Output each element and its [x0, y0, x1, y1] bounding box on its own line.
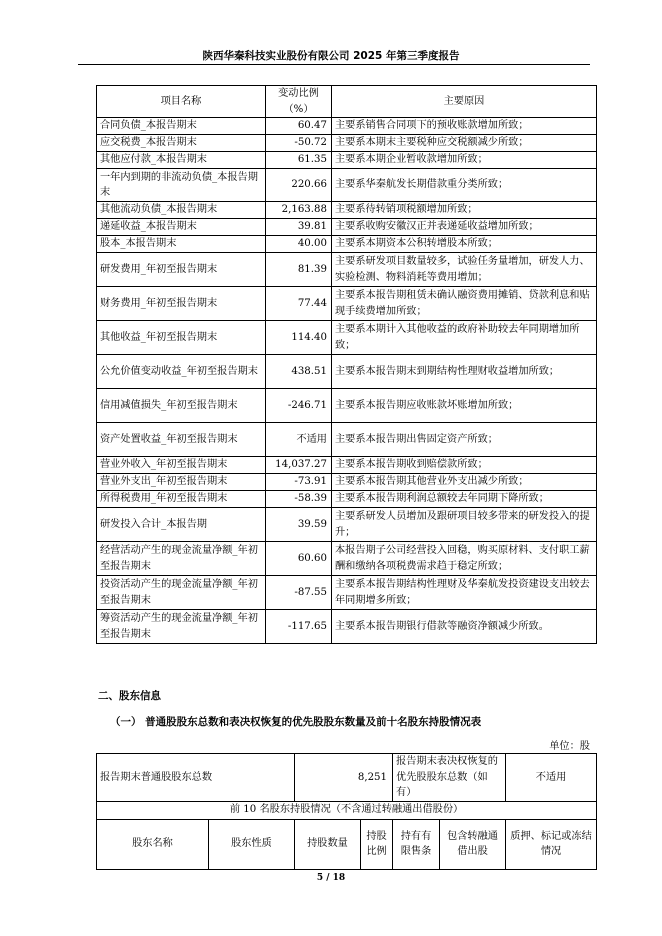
table-row — [97, 542, 597, 576]
table-row — [97, 423, 597, 457]
ratio-cell: 39.59 — [266, 508, 332, 542]
shareholder-col-header: 股东性质 — [209, 819, 295, 869]
shareholder-col-header: 持股数量 — [295, 819, 361, 869]
item-cell: 信用减值损失_年初至报告期末 — [97, 389, 266, 423]
item-cell: 投资活动产生的现金流量净额_年初至报告期末 — [97, 576, 266, 610]
table-row — [97, 457, 597, 474]
ratio-cell: -73.91 — [266, 474, 332, 491]
reason-cell: 本报告期子公司经营投入回稳，购买原材料、支付职工薪酬和缴纳各项税费需求趋于稳定所致； — [332, 542, 597, 576]
table-row — [97, 135, 597, 152]
table-row — [97, 389, 597, 423]
table-row — [97, 236, 597, 253]
table-row — [97, 355, 597, 389]
item-cell: 股本_本报告期末 — [97, 236, 266, 253]
shareholder-col-header: 质押、标记或冻结情况 — [506, 819, 597, 869]
reason-cell: 主要系本报告期应收账款坏账增加所致； — [332, 389, 597, 423]
ratio-cell: 61.35 — [266, 152, 332, 169]
reason-cell: 主要系本报告期出售固定资产所致； — [332, 423, 597, 457]
table-row — [97, 169, 597, 202]
reason-cell: 主要系本期末主要税种应交税额减少所致； — [332, 135, 597, 152]
preferred-holders-label: 报告期末表决权恢复的优先股股东总数（如有） — [393, 754, 506, 802]
ratio-cell: 40.00 — [266, 236, 332, 253]
ratio-cell: 60.60 — [266, 542, 332, 576]
preferred-holders-value: 不适用 — [506, 754, 597, 802]
table-row — [97, 219, 597, 236]
reason-cell: 主要系本报告期结构性理财及华秦航发投资建设支出较去年同期增多所致； — [332, 576, 597, 610]
item-cell: 研发费用_年初至报告期末 — [97, 253, 266, 287]
reason-cell: 主要系本期企业暂收款增加所致； — [332, 152, 597, 169]
col-header-item: 项目名称 — [97, 86, 266, 118]
ratio-cell: 14,037.27 — [266, 457, 332, 474]
item-cell: 经营活动产生的现金流量净额_年初至报告期末 — [97, 542, 266, 576]
ratio-cell: 77.44 — [266, 287, 332, 321]
table-row — [97, 321, 597, 355]
unit-label: 单位：股 — [549, 741, 590, 752]
table-row — [97, 118, 597, 135]
page-header: 陕西华秦科技实业股份有限公司 2025 年第三季度报告 — [202, 50, 460, 62]
shareholder-col-header: 持有有限售条 — [393, 819, 440, 869]
table-row — [97, 287, 597, 321]
total-holders-value: 8,251 — [295, 754, 393, 802]
header-rule — [78, 64, 590, 65]
col-header-ratio: 变动比例（%） — [266, 86, 332, 118]
shareholder-col-header: 股东名称 — [97, 819, 209, 869]
item-cell: 财务费用_年初至报告期末 — [97, 287, 266, 321]
item-cell: 营业外支出_年初至报告期末 — [97, 474, 266, 491]
table-row — [97, 152, 597, 169]
ratio-cell: 438.51 — [266, 355, 332, 389]
ratio-cell: 60.47 — [266, 118, 332, 135]
item-cell: 研发投入合计_本报告期 — [97, 508, 266, 542]
top10-caption-row — [97, 801, 597, 819]
shareholder-col-header: 包含转融通借出股 — [440, 819, 506, 869]
ratio-cell: -50.72 — [266, 135, 332, 152]
reason-cell: 主要系本报告期收到赔偿款所致； — [332, 457, 597, 474]
item-cell: 公允价值变动收益_年初至报告期末 — [97, 355, 266, 389]
change-reason-table — [96, 85, 597, 644]
ratio-cell: -87.55 — [266, 576, 332, 610]
shareholder-col-header: 持股比例 — [361, 819, 393, 869]
reason-cell: 主要系销售合同项下的预收账款增加所致； — [332, 118, 597, 135]
table-row — [97, 610, 597, 644]
subsection-title: （一） 普通股股东总数和表决权恢复的优先股股东数量及前十名股东持股情况表 — [110, 716, 482, 728]
reason-cell: 主要系研发项目数量较多，试验任务量增加，研发人力、实验检测、物料消耗等费用增加； — [332, 253, 597, 287]
ratio-cell: 220.66 — [266, 169, 332, 202]
shareholder-header-row — [97, 819, 597, 869]
ratio-cell: 114.40 — [266, 321, 332, 355]
item-cell: 其他应付款_本报告期末 — [97, 152, 266, 169]
item-cell: 合同负债_本报告期末 — [97, 118, 266, 135]
reason-cell: 主要系本报告期末到期结构性理财收益增加所致； — [332, 355, 597, 389]
col-header-reason: 主要原因 — [332, 86, 597, 118]
item-cell: 递延收益_本报告期末 — [97, 219, 266, 236]
table-header-row — [97, 86, 597, 118]
table-row — [97, 253, 597, 287]
item-cell: 一年内到期的非流动负债_本报告期末 — [97, 169, 266, 202]
ratio-cell: -117.65 — [266, 610, 332, 644]
ratio-cell: -58.39 — [266, 491, 332, 508]
item-cell: 其他收益_年初至报告期末 — [97, 321, 266, 355]
item-cell: 其他流动负债_本报告期末 — [97, 202, 266, 219]
item-cell: 营业外收入_年初至报告期末 — [97, 457, 266, 474]
total-holders-label: 报告期末普通股股东总数 — [97, 754, 295, 802]
reason-cell: 主要系研发人员增加及跟研项目较多带来的研发投入的提升； — [332, 508, 597, 542]
table-row — [97, 491, 597, 508]
section-title: 二、股东信息 — [98, 690, 161, 702]
ratio-cell: -246.71 — [266, 389, 332, 423]
shareholder-table — [96, 753, 597, 870]
top10-caption: 前 10 名股东持股情况（不含通过转融通出借股份） — [97, 801, 597, 819]
item-cell: 筹资活动产生的现金流量净额_年初至报告期末 — [97, 610, 266, 644]
reason-cell: 主要系本期计入其他收益的政府补助较去年同期增加所致； — [332, 321, 597, 355]
reason-cell: 主要系本报告期租赁未确认融资费用摊销、贷款利息和贴现手续费增加所致； — [332, 287, 597, 321]
page-number: 5 / 18 — [316, 873, 346, 883]
reason-cell: 主要系本报告期银行借款等融资净额减少所致。 — [332, 610, 597, 644]
table-row — [97, 576, 597, 610]
table-row — [97, 474, 597, 491]
ratio-cell: 81.39 — [266, 253, 332, 287]
item-cell: 资产处置收益_年初至报告期末 — [97, 423, 266, 457]
reason-cell: 主要系华秦航发长期借款重分类所致； — [332, 169, 597, 202]
ratio-cell: 39.81 — [266, 219, 332, 236]
reason-cell: 主要系收购安徽汉正并表递延收益增加所致； — [332, 219, 597, 236]
item-cell: 所得税费用_年初至报告期末 — [97, 491, 266, 508]
table-row — [97, 202, 597, 219]
item-cell: 应交税费_本报告期末 — [97, 135, 266, 152]
reason-cell: 主要系待转销项税额增加所致； — [332, 202, 597, 219]
ratio-cell: 不适用 — [266, 423, 332, 457]
reason-cell: 主要系本报告期利润总额较去年同期下降所致； — [332, 491, 597, 508]
total-holders-row — [97, 754, 597, 802]
reason-cell: 主要系本报告期其他营业外支出减少所致； — [332, 474, 597, 491]
ratio-cell: 2,163.88 — [266, 202, 332, 219]
table-row — [97, 508, 597, 542]
reason-cell: 主要系本期资本公积转增股本所致； — [332, 236, 597, 253]
